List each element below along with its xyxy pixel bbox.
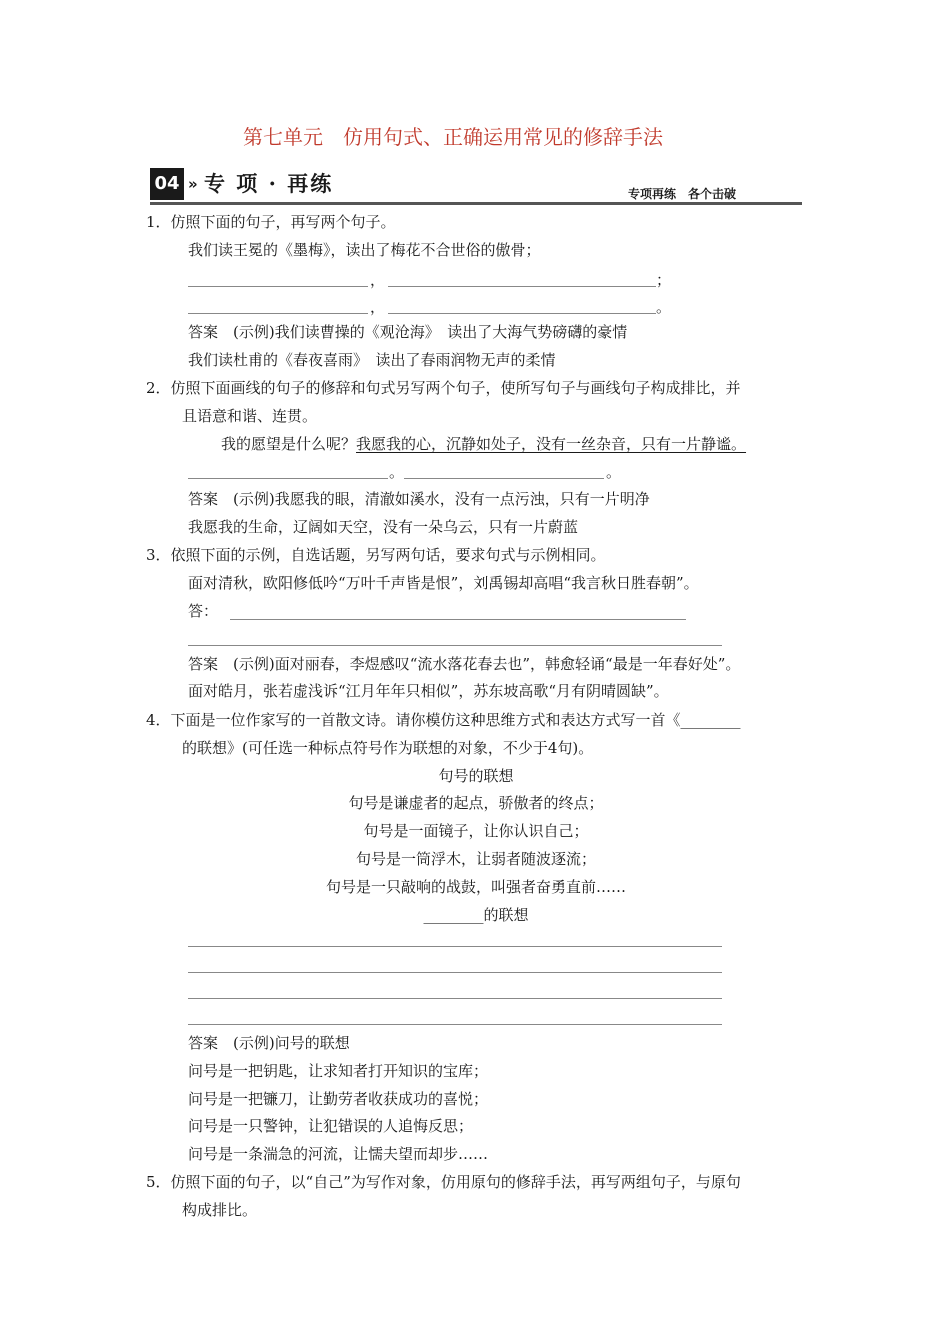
chevron-icon: » [188,175,198,193]
q4-blank-title: ________的联想 [423,906,529,924]
q4-answer-title: 答案 (示例)问号的联想 [188,1034,350,1052]
q2-underlined-sentence: 我愿我的心，沉静如处子，没有一丝杂音，只有一片静谧。 [356,435,747,453]
section-subtitle: 专项再练 各个击破 [628,187,737,201]
q3-answer-1: 答案 (示例)面对丽春，李煜感叹“流水落花春去也”，韩愈轻诵“最是一年春好处”。 [188,655,741,673]
q2-period-1: 。 [389,463,405,481]
section-label: 专 项 · 再练 [204,171,334,196]
q5-stem-2: 构成排比。 [182,1201,258,1219]
q4-answer-line[interactable] [188,1024,722,1025]
q3-answer-label: 答： [188,602,219,620]
q4-answer-line[interactable] [188,972,722,973]
q2-period-2: 。 [606,463,622,481]
q1-stem: 1．仿照下面的句子，再写两个句子。 [146,213,396,231]
section-divider [150,202,802,205]
q2-stem-1: 2．仿照下面画线的句子的修辞和句式另写两个句子，使所写句子与画线句子构成排比，并 [146,379,741,397]
q4-answer-line-text: 问号是一把钥匙，让求知者打开知识的宝库； [188,1062,489,1080]
q2-answer-2: 我愿我的生命，辽阔如天空，没有一朵乌云，只有一片蔚蓝 [188,518,579,536]
q4-answer-line[interactable] [188,998,722,999]
q2-stem-2: 且语意和谐、连贯。 [182,407,318,425]
q1-comma-2: ， [370,298,386,316]
q3-blank-1[interactable] [230,619,686,620]
q2-answer-1: 答案 (示例)我愿我的眼，清澈如溪水，没有一点污浊，只有一片明净 [188,490,650,508]
q3-answer-2: 面对皓月，张若虚浅诉“江月年年只相似”，苏东坡高歌“月有阴晴圆缺”。 [188,682,669,700]
q5-stem-1: 5．仿照下面的句子，以“自己”为写作对象，仿用原句的修辞手法，再写两组句子，与原句 [146,1173,741,1191]
q2-blank-1[interactable] [188,478,388,479]
section-badge: 04 [150,168,184,200]
q1-example: 我们读王冕的《墨梅》，读出了梅花不合世俗的傲骨； [188,241,541,259]
q4-poem-line: 句号是谦虚者的起点，骄傲者的终点； [348,794,604,812]
q4-answer-line[interactable] [188,946,722,947]
q1-blank-3[interactable] [188,313,368,314]
q4-answer-line-text: 问号是一条湍急的河流，让懦夫望而却步…… [188,1145,489,1163]
q4-poem-line: 句号是一只敲响的战鼓，叫强者奋勇直前…… [325,878,626,896]
q1-semicolon: ； [656,271,672,289]
q4-answer-line-text: 问号是一只警钟，让犯错误的人追悔反思； [188,1117,474,1135]
q4-answer-line-text: 问号是一把镰刀，让勤劳者收获成功的喜悦； [188,1090,489,1108]
q1-period: 。 [656,298,672,316]
q1-blank-1[interactable] [188,286,368,287]
q2-example-prefix: 我的愿望是什么呢？ [221,435,357,453]
q4-poem-line: 句号是一面镜子，让你认识自己； [363,822,589,840]
q1-blank-4[interactable] [388,313,656,314]
q3-blank-2[interactable] [188,645,722,646]
q1-comma-1: ， [370,271,386,289]
q1-answer-1: 答案 (示例)我们读曹操的《观沧海》 读出了大海气势磅礴的豪情 [188,323,628,341]
q1-blank-2[interactable] [388,286,656,287]
q1-answer-2: 我们读杜甫的《春夜喜雨》 读出了春雨润物无声的柔情 [188,351,556,369]
q2-example [221,434,746,454]
q3-example: 面对清秋，欧阳修低吟“万叶千声皆是恨”，刘禹锡却高唱“我言秋日胜春朝”。 [188,574,699,592]
q4-poem-line: 句号是一筒浮木，让弱者随波逐流； [355,850,596,868]
q4-poem-title: 句号的联想 [438,767,514,785]
q2-blank-2[interactable] [404,478,604,479]
page-title: 第七单元 仿用句式、正确运用常见的修辞手法 [243,125,663,149]
q4-stem-2: 的联想》(可任选一种标点符号作为联想的对象，不少于4句)。 [182,739,594,757]
q4-stem-1: 4．下面是一位作家写的一首散文诗。请你模仿这种思维方式和表达方式写一首《________ [146,711,741,729]
q3-stem: 3．依照下面的示例，自选话题，另写两句话，要求句式与示例相同。 [146,546,606,564]
